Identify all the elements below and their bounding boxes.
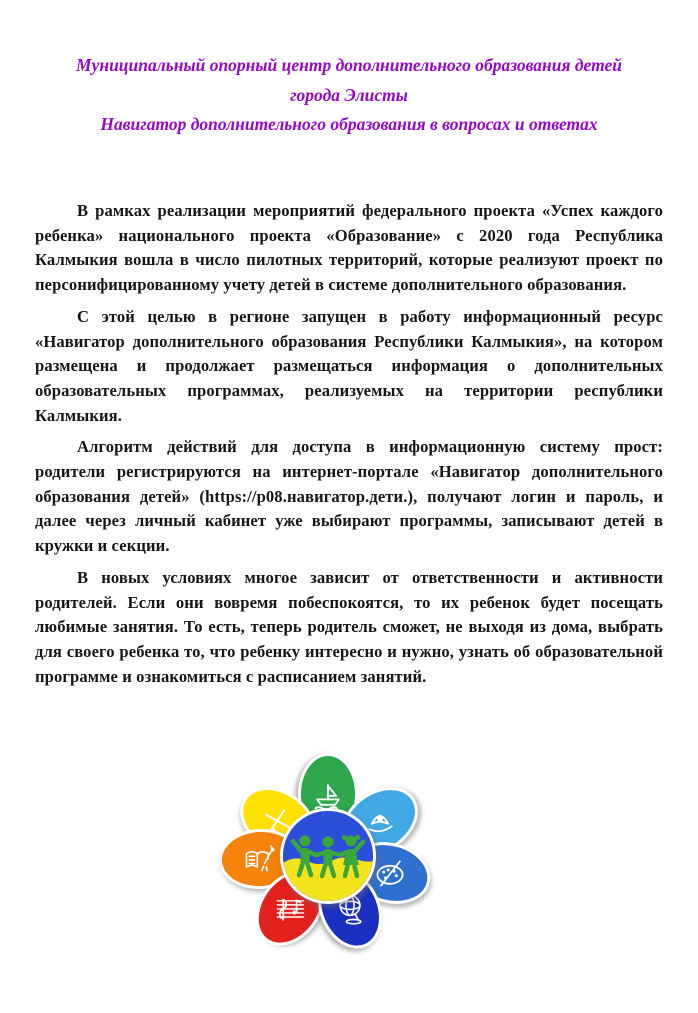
document-subtitle: Навигатор дополнительного образования в вопросах и ответах xyxy=(100,114,598,134)
document-title xyxy=(35,50,663,110)
title-line-2: города Элисты xyxy=(290,85,408,105)
ship-model-icon xyxy=(310,776,346,812)
paragraph-3: Алгоритм действий для доступа в информационную систему прост: родители регистрируются на интернет-портале «Навигатор дополнительного образования детей» (https://p08.навигатор.дети.), получают логин и пароль, и далее через личный кабинет уже выбирают программы, записывают детей в кружки и секции. xyxy=(35,437,663,556)
logo-children-emblem xyxy=(280,808,376,904)
title-line-1: Муниципальный опорный центр дополнительного образования детей xyxy=(76,55,622,75)
paragraph-2: С этой целью в регионе запущен в работу информационный ресурс «Навигатор дополнительного образования Республики Калмыкия», на котором размещена и продолжает размещаться информация о дополнительных образовательных программах, реализуемых на территории республики Калмыкия. xyxy=(35,306,663,425)
flower-logo xyxy=(228,756,428,956)
paragraph-4: В новых условиях многое зависит от ответственности и активности родителей. Если они вовремя побеспокоятся, то их ребенок будет посещать любимые занятия. То есть, теперь родитель сможет, не выходя из дома, выбрать для своего ребенка то, что ребенку интересно и нужно, узнать об образовательной программе и ознакомиться с расписанием занятий. xyxy=(35,567,663,686)
document-body xyxy=(35,199,663,696)
paragraph-1: В рамках реализации мероприятий федерального проекта «Успех каждого ребенка» национального проекта «Образование» с 2020 года Республика Калмыкия вошла в число пилотных территорий, которые реализуют проект по персонифицированному учету детей в системе дополнительного образования. xyxy=(35,201,663,295)
book-rocket-icon xyxy=(242,841,278,877)
palette-icon xyxy=(372,855,408,891)
